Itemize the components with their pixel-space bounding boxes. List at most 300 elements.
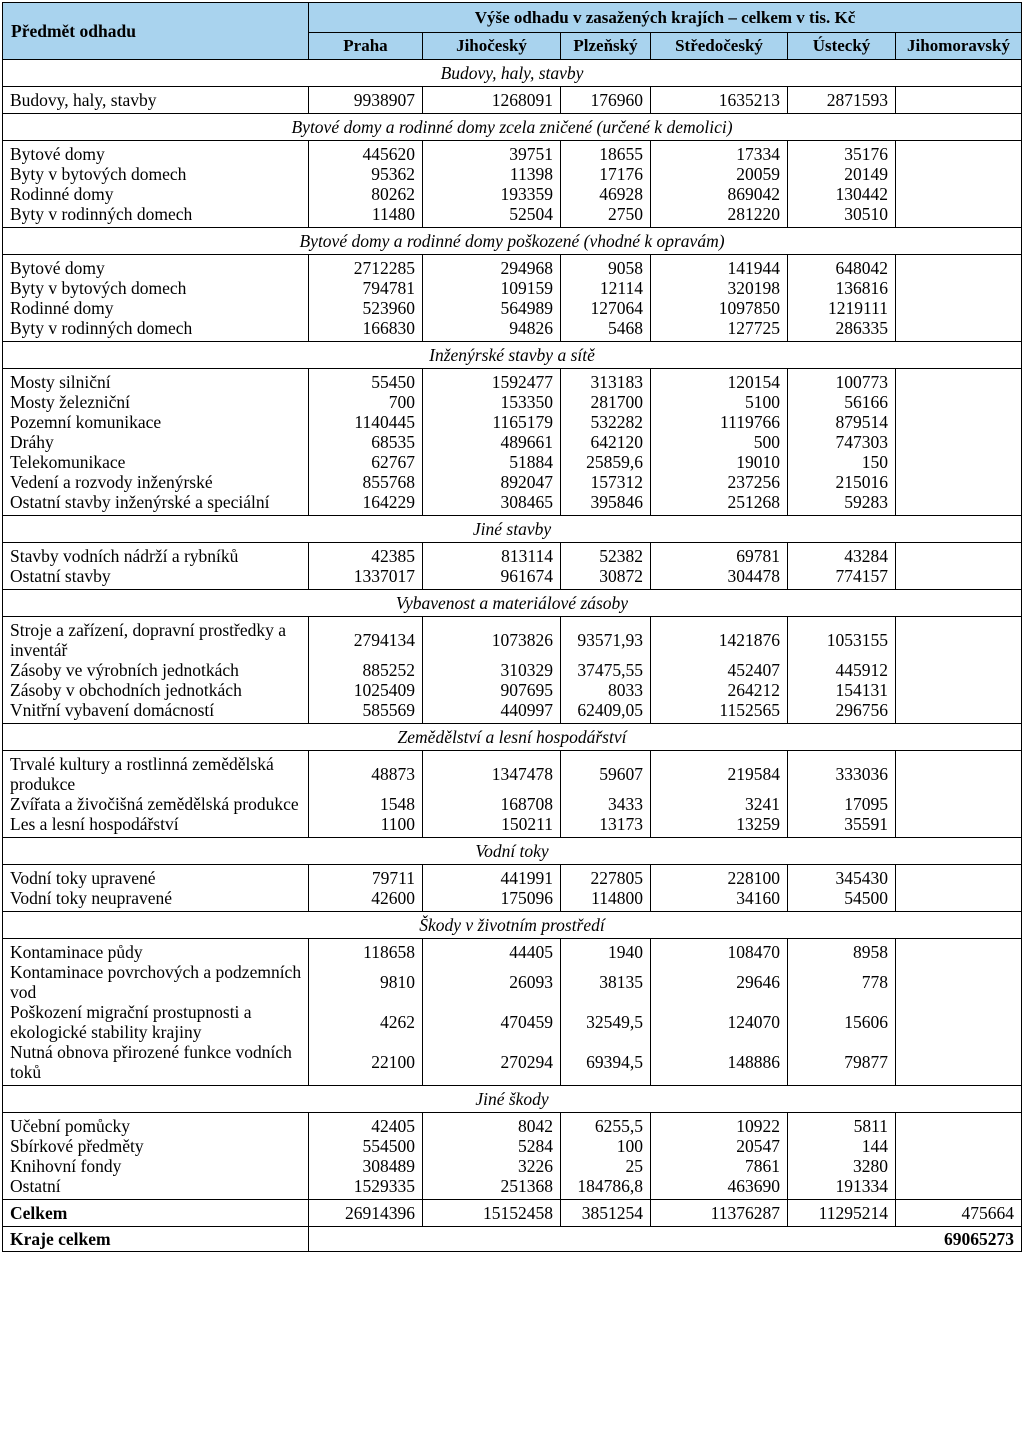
row-label: Ostatní stavby inženýrské a speciální [3, 492, 309, 516]
value-cell: 869042 [651, 184, 788, 204]
value-cell [896, 1113, 1022, 1137]
subject-header: Předmět odhadu [3, 3, 309, 60]
value-cell: 100773 [788, 369, 896, 393]
table-body [3, 60, 1022, 1252]
section-row [3, 724, 1022, 751]
value-cell: 157312 [561, 472, 651, 492]
value-cell: 1073826 [423, 617, 561, 661]
value-cell: 532282 [561, 412, 651, 432]
value-cell: 5811 [788, 1113, 896, 1137]
value-cell: 30510 [788, 204, 896, 228]
value-cell: 184786,8 [561, 1176, 651, 1200]
value-cell [896, 87, 1022, 114]
value-cell [896, 543, 1022, 567]
value-cell: 176960 [561, 87, 651, 114]
value-cell [896, 700, 1022, 724]
value-cell: 642120 [561, 432, 651, 452]
value-cell: 892047 [423, 472, 561, 492]
value-cell [896, 814, 1022, 838]
value-cell: 452407 [651, 660, 788, 680]
section-title: Bytové domy a rodinné domy zcela zničené (určené k demolici) [3, 114, 1022, 141]
value-cell: 264212 [651, 680, 788, 700]
value-cell: 1140445 [309, 412, 423, 432]
value-cell: 281700 [561, 392, 651, 412]
section-title: Zemědělství a lesní hospodářství [3, 724, 1022, 751]
total-value-cell: 11376287 [651, 1200, 788, 1227]
table-row [3, 318, 1022, 342]
value-cell [896, 452, 1022, 472]
value-cell: 44405 [423, 939, 561, 963]
value-cell: 150211 [423, 814, 561, 838]
value-cell: 164229 [309, 492, 423, 516]
value-cell [896, 164, 1022, 184]
value-cell [896, 1156, 1022, 1176]
value-cell: 94826 [423, 318, 561, 342]
table-row [3, 700, 1022, 724]
value-cell [896, 939, 1022, 963]
table-row [3, 962, 1022, 1002]
row-label: Nutná obnova přirozené funkce vodních toků [3, 1042, 309, 1086]
value-cell: 228100 [651, 865, 788, 889]
value-cell: 168708 [423, 794, 561, 814]
value-cell: 54500 [788, 888, 896, 912]
group-header: Výše odhadu v zasažených krajích – celkem v tis. Kč [309, 3, 1022, 33]
value-cell [896, 680, 1022, 700]
row-label: Stavby vodních nádrží a rybníků [3, 543, 309, 567]
value-cell: 3433 [561, 794, 651, 814]
value-cell: 700 [309, 392, 423, 412]
value-cell: 794781 [309, 278, 423, 298]
section-row [3, 838, 1022, 865]
value-cell [896, 794, 1022, 814]
value-cell: 17334 [651, 141, 788, 165]
value-cell: 35176 [788, 141, 896, 165]
region-header: Středočeský [651, 33, 788, 60]
value-cell: 2871593 [788, 87, 896, 114]
value-cell: 35591 [788, 814, 896, 838]
value-cell: 1529335 [309, 1176, 423, 1200]
totals-row [3, 1200, 1022, 1227]
row-label: Zásoby ve výrobních jednotkách [3, 660, 309, 680]
row-label: Vnitřní vybavení domácností [3, 700, 309, 724]
value-cell [896, 318, 1022, 342]
value-cell [896, 1136, 1022, 1156]
value-cell: 79877 [788, 1042, 896, 1086]
value-cell: 175096 [423, 888, 561, 912]
value-cell: 144 [788, 1136, 896, 1156]
table-row [3, 298, 1022, 318]
section-title: Vodní toky [3, 838, 1022, 865]
row-label: Vedení a rozvody inženýrské [3, 472, 309, 492]
value-cell [896, 392, 1022, 412]
value-cell: 9058 [561, 255, 651, 279]
table-row [3, 432, 1022, 452]
value-cell: 296756 [788, 700, 896, 724]
value-cell: 46928 [561, 184, 651, 204]
value-cell: 564989 [423, 298, 561, 318]
value-cell: 8042 [423, 1113, 561, 1137]
value-cell: 42600 [309, 888, 423, 912]
value-cell: 154131 [788, 680, 896, 700]
value-cell: 1337017 [309, 566, 423, 590]
value-cell: 37475,55 [561, 660, 651, 680]
value-cell: 30872 [561, 566, 651, 590]
grand-total-row [3, 1227, 1022, 1252]
table-row [3, 660, 1022, 680]
row-label: Ostatní [3, 1176, 309, 1200]
value-cell: 445912 [788, 660, 896, 680]
value-cell [896, 962, 1022, 1002]
row-label: Byty v rodinných domech [3, 204, 309, 228]
value-cell: 440997 [423, 700, 561, 724]
table-row [3, 164, 1022, 184]
value-cell: 39751 [423, 141, 561, 165]
value-cell: 166830 [309, 318, 423, 342]
row-label: Les a lesní hospodářství [3, 814, 309, 838]
value-cell: 9810 [309, 962, 423, 1002]
value-cell: 961674 [423, 566, 561, 590]
value-cell: 270294 [423, 1042, 561, 1086]
row-label: Trvalé kultury a rostlinná zemědělská produkce [3, 751, 309, 795]
value-cell: 18655 [561, 141, 651, 165]
value-cell: 648042 [788, 255, 896, 279]
section-row [3, 516, 1022, 543]
value-cell: 2712285 [309, 255, 423, 279]
value-cell: 286335 [788, 318, 896, 342]
grand-total-label: Kraje celkem [3, 1227, 309, 1252]
value-cell: 1635213 [651, 87, 788, 114]
value-cell: 1165179 [423, 412, 561, 432]
value-cell [896, 278, 1022, 298]
row-label: Bytové domy [3, 255, 309, 279]
row-label: Poškození migrační prostupnosti a ekologické stability krajiny [3, 1002, 309, 1042]
value-cell [896, 751, 1022, 795]
value-cell [896, 412, 1022, 432]
value-cell [896, 888, 1022, 912]
value-cell [896, 204, 1022, 228]
table-row [3, 751, 1022, 795]
value-cell: 20059 [651, 164, 788, 184]
value-cell: 1053155 [788, 617, 896, 661]
value-cell: 219584 [651, 751, 788, 795]
value-cell: 59283 [788, 492, 896, 516]
value-cell: 855768 [309, 472, 423, 492]
table-row [3, 412, 1022, 432]
value-cell: 68535 [309, 432, 423, 452]
table-row [3, 278, 1022, 298]
row-label: Byty v bytových domech [3, 278, 309, 298]
value-cell: 251368 [423, 1176, 561, 1200]
value-cell: 136816 [788, 278, 896, 298]
value-cell [896, 184, 1022, 204]
value-cell: 34160 [651, 888, 788, 912]
value-cell [896, 660, 1022, 680]
section-row [3, 60, 1022, 87]
value-cell [896, 141, 1022, 165]
row-label: Vodní toky neupravené [3, 888, 309, 912]
section-title: Bytové domy a rodinné domy poškozené (vhodné k opravám) [3, 228, 1022, 255]
value-cell: 463690 [651, 1176, 788, 1200]
table-row [3, 814, 1022, 838]
value-cell: 38135 [561, 962, 651, 1002]
value-cell: 51884 [423, 452, 561, 472]
value-cell: 26093 [423, 962, 561, 1002]
row-label: Mosty železniční [3, 392, 309, 412]
section-title: Jiné stavby [3, 516, 1022, 543]
value-cell [896, 566, 1022, 590]
table-row [3, 369, 1022, 393]
value-cell: 500 [651, 432, 788, 452]
value-cell: 13259 [651, 814, 788, 838]
value-cell: 8958 [788, 939, 896, 963]
section-title: Vybavenost a materiálové zásoby [3, 590, 1022, 617]
value-cell: 32549,5 [561, 1002, 651, 1042]
value-cell: 294968 [423, 255, 561, 279]
value-cell: 320198 [651, 278, 788, 298]
value-cell: 153350 [423, 392, 561, 412]
row-label: Budovy, haly, stavby [3, 87, 309, 114]
value-cell: 3226 [423, 1156, 561, 1176]
table-row [3, 566, 1022, 590]
value-cell [896, 255, 1022, 279]
table-row [3, 204, 1022, 228]
value-cell: 1219111 [788, 298, 896, 318]
value-cell: 59607 [561, 751, 651, 795]
value-cell: 130442 [788, 184, 896, 204]
total-value-cell: 3851254 [561, 1200, 651, 1227]
value-cell: 313183 [561, 369, 651, 393]
row-label: Byty v rodinných domech [3, 318, 309, 342]
table-row [3, 617, 1022, 661]
row-label: Zásoby v obchodních jednotkách [3, 680, 309, 700]
value-cell: 124070 [651, 1002, 788, 1042]
value-cell: 118658 [309, 939, 423, 963]
value-cell: 813114 [423, 543, 561, 567]
table-row [3, 1136, 1022, 1156]
value-cell: 191334 [788, 1176, 896, 1200]
value-cell: 69394,5 [561, 1042, 651, 1086]
value-cell: 80262 [309, 184, 423, 204]
table-row [3, 1156, 1022, 1176]
row-label: Zvířata a živočišná zemědělská produkce [3, 794, 309, 814]
value-cell [896, 492, 1022, 516]
value-cell: 333036 [788, 751, 896, 795]
region-header: Praha [309, 33, 423, 60]
value-cell: 114800 [561, 888, 651, 912]
value-cell: 62409,05 [561, 700, 651, 724]
value-cell: 281220 [651, 204, 788, 228]
table-row [3, 680, 1022, 700]
section-title: Jiné škody [3, 1086, 1022, 1113]
row-label: Kontaminace půdy [3, 939, 309, 963]
value-cell: 308465 [423, 492, 561, 516]
value-cell: 3280 [788, 1156, 896, 1176]
value-cell [896, 865, 1022, 889]
value-cell: 20149 [788, 164, 896, 184]
table-row [3, 1002, 1022, 1042]
value-cell: 48873 [309, 751, 423, 795]
value-cell: 304478 [651, 566, 788, 590]
row-label: Vodní toky upravené [3, 865, 309, 889]
region-header: Ústecký [788, 33, 896, 60]
value-cell: 56166 [788, 392, 896, 412]
total-value-cell: 26914396 [309, 1200, 423, 1227]
region-header: Jihočeský [423, 33, 561, 60]
value-cell: 11480 [309, 204, 423, 228]
value-cell: 11398 [423, 164, 561, 184]
table-row [3, 472, 1022, 492]
value-cell: 42385 [309, 543, 423, 567]
value-cell: 237256 [651, 472, 788, 492]
value-cell: 1025409 [309, 680, 423, 700]
section-row [3, 114, 1022, 141]
value-cell: 10922 [651, 1113, 788, 1137]
value-cell: 2794134 [309, 617, 423, 661]
table-row [3, 184, 1022, 204]
value-cell: 3241 [651, 794, 788, 814]
row-label: Knihovní fondy [3, 1156, 309, 1176]
value-cell: 43284 [788, 543, 896, 567]
value-cell: 127725 [651, 318, 788, 342]
row-label: Mosty silniční [3, 369, 309, 393]
row-label: Sbírkové předměty [3, 1136, 309, 1156]
value-cell: 1152565 [651, 700, 788, 724]
value-cell: 885252 [309, 660, 423, 680]
value-cell: 29646 [651, 962, 788, 1002]
value-cell: 141944 [651, 255, 788, 279]
value-cell: 308489 [309, 1156, 423, 1176]
value-cell: 7861 [651, 1156, 788, 1176]
row-label: Učební pomůcky [3, 1113, 309, 1137]
value-cell: 1100 [309, 814, 423, 838]
row-label: Rodinné domy [3, 298, 309, 318]
value-cell: 52382 [561, 543, 651, 567]
value-cell: 52504 [423, 204, 561, 228]
row-label: Dráhy [3, 432, 309, 452]
value-cell: 441991 [423, 865, 561, 889]
table-row [3, 141, 1022, 165]
value-cell: 5100 [651, 392, 788, 412]
value-cell: 1268091 [423, 87, 561, 114]
table-row [3, 543, 1022, 567]
totals-label: Celkem [3, 1200, 309, 1227]
grand-total-value: 69065273 [309, 1227, 1022, 1252]
value-cell: 470459 [423, 1002, 561, 1042]
value-cell: 445620 [309, 141, 423, 165]
value-cell [896, 432, 1022, 452]
value-cell: 5284 [423, 1136, 561, 1156]
section-row [3, 590, 1022, 617]
value-cell: 310329 [423, 660, 561, 680]
value-cell: 79711 [309, 865, 423, 889]
value-cell: 227805 [561, 865, 651, 889]
value-cell: 251268 [651, 492, 788, 516]
total-value-cell: 475664 [896, 1200, 1022, 1227]
value-cell: 554500 [309, 1136, 423, 1156]
value-cell [896, 1176, 1022, 1200]
section-row [3, 912, 1022, 939]
value-cell: 747303 [788, 432, 896, 452]
row-label: Pozemní komunikace [3, 412, 309, 432]
table-row [3, 1042, 1022, 1086]
value-cell: 12114 [561, 278, 651, 298]
value-cell: 100 [561, 1136, 651, 1156]
value-cell: 95362 [309, 164, 423, 184]
value-cell: 20547 [651, 1136, 788, 1156]
value-cell: 585569 [309, 700, 423, 724]
value-cell: 523960 [309, 298, 423, 318]
value-cell [896, 1002, 1022, 1042]
value-cell: 1119766 [651, 412, 788, 432]
value-cell: 150 [788, 452, 896, 472]
value-cell: 4262 [309, 1002, 423, 1042]
value-cell [896, 369, 1022, 393]
value-cell [896, 617, 1022, 661]
region-header: Plzeňský [561, 33, 651, 60]
value-cell: 55450 [309, 369, 423, 393]
value-cell: 109159 [423, 278, 561, 298]
value-cell: 93571,93 [561, 617, 651, 661]
value-cell: 62767 [309, 452, 423, 472]
value-cell: 1097850 [651, 298, 788, 318]
section-title: Budovy, haly, stavby [3, 60, 1022, 87]
value-cell: 108470 [651, 939, 788, 963]
value-cell [896, 298, 1022, 318]
table-row [3, 888, 1022, 912]
section-row [3, 342, 1022, 369]
value-cell: 8033 [561, 680, 651, 700]
value-cell: 215016 [788, 472, 896, 492]
section-title: Inženýrské stavby a sítě [3, 342, 1022, 369]
table-row [3, 865, 1022, 889]
value-cell: 6255,5 [561, 1113, 651, 1137]
value-cell: 907695 [423, 680, 561, 700]
value-cell: 193359 [423, 184, 561, 204]
value-cell: 9938907 [309, 87, 423, 114]
table-row [3, 1113, 1022, 1137]
value-cell: 489661 [423, 432, 561, 452]
value-cell: 25859,6 [561, 452, 651, 472]
table-row [3, 392, 1022, 412]
value-cell: 148886 [651, 1042, 788, 1086]
total-value-cell: 15152458 [423, 1200, 561, 1227]
value-cell: 2750 [561, 204, 651, 228]
value-cell: 69781 [651, 543, 788, 567]
table-row [3, 87, 1022, 114]
value-cell: 13173 [561, 814, 651, 838]
value-cell: 1548 [309, 794, 423, 814]
row-label: Byty v bytových domech [3, 164, 309, 184]
value-cell: 25 [561, 1156, 651, 1176]
value-cell: 22100 [309, 1042, 423, 1086]
value-cell: 19010 [651, 452, 788, 472]
section-row [3, 1086, 1022, 1113]
table-row [3, 492, 1022, 516]
value-cell [896, 1042, 1022, 1086]
table-row [3, 794, 1022, 814]
value-cell: 17095 [788, 794, 896, 814]
value-cell: 1421876 [651, 617, 788, 661]
value-cell: 778 [788, 962, 896, 1002]
value-cell: 774157 [788, 566, 896, 590]
value-cell: 127064 [561, 298, 651, 318]
row-label: Telekomunikace [3, 452, 309, 472]
table-row [3, 452, 1022, 472]
row-label: Bytové domy [3, 141, 309, 165]
total-value-cell: 11295214 [788, 1200, 896, 1227]
value-cell: 42405 [309, 1113, 423, 1137]
section-row [3, 228, 1022, 255]
